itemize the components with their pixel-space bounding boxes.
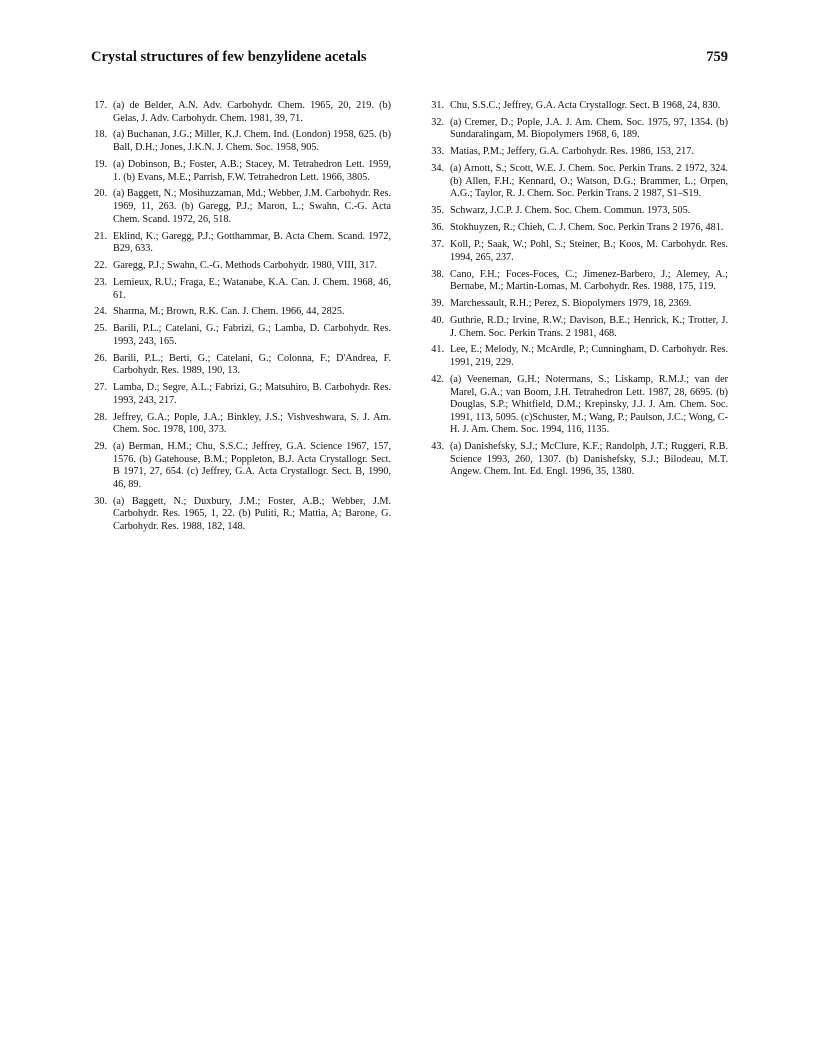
reference-item	[91, 412, 391, 437]
reference-number: 23.	[94, 276, 107, 288]
reference-number: 24.	[94, 306, 107, 318]
reference-text: Chu, S.S.C.; Jeffrey, G.A. Acta Crystallogr. Sect. B 1968, 24, 830.	[450, 100, 721, 111]
reference-number: 27.	[94, 382, 107, 394]
reference-number: 30.	[94, 495, 107, 507]
reference-number: 17.	[94, 100, 107, 111]
reference-text: Lemieux, R.U.; Fraga, E.; Watanabe, K.A. Can. J. Chem. 1968, 46, 61.	[113, 276, 391, 301]
references-right-column	[428, 100, 728, 483]
reference-number: 28.	[94, 411, 107, 423]
reference-text: Marchessault, R.H.; Perez, S. Biopolymers 1979, 18, 2369.	[450, 298, 692, 310]
reference-number: 40.	[431, 314, 444, 326]
reference-item	[428, 298, 728, 311]
reference-item	[428, 205, 728, 218]
reference-number: 25.	[94, 323, 107, 335]
running-title: Crystal structures of few benzylidene acetals	[91, 49, 367, 65]
reference-text: Schwarz, J.C.P. J. Chem. Soc. Chem. Commun. 1973, 505.	[450, 205, 691, 217]
reference-text: Guthrie, R.D.; Irvine, R.W.; Davison, B.E.; Henrick, K.; Trotter, J. J. Chem. Soc. Perkin Trans. 2 1981, 468.	[450, 314, 728, 339]
reference-number: 33.	[431, 146, 444, 158]
reference-number: 34.	[431, 163, 444, 175]
references-left-column	[91, 100, 391, 538]
reference-text: Jeffrey, G.A.; Pople, J.A.; Binkley, J.S.; Vishveshwara, S. J. Am. Chem. Soc. 1978, 100, 373.	[113, 411, 391, 436]
reference-item	[428, 222, 728, 235]
reference-text: Garegg, P.J.; Swahn, C.-G. Methods Carbohydr. 1980, VIII, 317.	[113, 260, 378, 272]
reference-text: Sharma, M.; Brown, R.K. Can. J. Chem. 1966, 44, 2825.	[113, 306, 345, 318]
reference-text: (a) Baggett, N.; Mosihuzzaman, Md.; Webber, J.M. Carbohydr. Res. 1969, 11, 263. (b) Garegg, P.J.; Maron, L.; Swahn, C.-G. Acta Chem. Scand. 1972, 26, 518.	[113, 188, 391, 225]
reference-item	[91, 231, 391, 256]
reference-item	[91, 323, 391, 348]
reference-item	[91, 382, 391, 407]
reference-item	[91, 129, 391, 154]
reference-text: (a) de Belder, A.N. Adv. Carbohydr. Chem. 1965, 20, 219. (b) Gelas, J. Adv. Carbohydr. Chem. 1981, 39, 71.	[113, 100, 391, 124]
reference-text: Koll, P.; Saak, W.; Pohl, S.; Steiner, B.; Koos, M. Carbohydr. Res. 1994, 265, 237.	[450, 239, 728, 263]
reference-text: (a) Danishefsky, S.J.; McClure, K.F.; Randolph, J.T.; Ruggeri, R.B. Science 1993, 260, 1307. (b) Danishefsky, S.J.; Bilodeau, M.T. Angew. Chem. Int. Ed. Engl. 1996, 35, 1380.	[450, 441, 728, 478]
reference-item	[91, 260, 391, 273]
reference-number: 42.	[431, 373, 444, 385]
reference-item	[428, 100, 728, 113]
reference-number: 37.	[431, 239, 444, 251]
reference-item	[428, 315, 728, 340]
reference-number: 43.	[431, 441, 444, 453]
reference-item	[428, 374, 728, 437]
reference-number: 41.	[431, 344, 444, 356]
reference-item	[428, 146, 728, 159]
page-number: 759	[706, 49, 728, 65]
reference-text: Barili, P.L.; Catelani, G.; Fabrizi, G.; Lamba, D. Carbohydr. Res. 1993, 243, 165.	[113, 323, 391, 347]
reference-item	[91, 188, 391, 226]
reference-number: 22.	[94, 260, 107, 272]
reference-text: Stokhuyzen, R.; Chieh, C. J. Chem. Soc. Perkin Trans 2 1976, 481.	[450, 222, 724, 234]
reference-item	[91, 441, 391, 491]
reference-item	[91, 306, 391, 319]
running-header	[91, 49, 728, 69]
reference-text: Cano, F.H.; Foces-Foces, C.; Jimenez-Barbero, J.; Alemey, A.; Bernabe, M.; Martin-Lomas, M. Carbohydr. Res. 1988, 175, 119.	[450, 268, 728, 293]
reference-text: Lee, E.; Melody, N.; McArdle, P.; Cunningham, D. Carbohydr. Res. 1991, 219, 229.	[450, 344, 728, 369]
reference-text: Lamba, D.; Segre, A.L.; Fabrizi, G.; Matsuhiro, B. Carbohydr. Res. 1993, 243, 217.	[113, 382, 391, 406]
reference-number: 36.	[431, 222, 444, 234]
reference-number: 38.	[431, 268, 444, 280]
reference-item	[91, 353, 391, 378]
reference-text: (a) Baggett, N.; Duxbury, J.M.; Foster, A.B.; Webber, J.M. Carbohydr. Res. 1965, 1, 22. (b) Puliti, R.; Mattia, A; Barone, G. Carbohydr. Res. 1988, 182, 148.	[113, 495, 391, 533]
reference-number: 35.	[431, 205, 444, 217]
reference-text: (a) Buchanan, J.G.; Miller, K.J. Chem. Ind. (London) 1958, 625. (b) Ball, D.H.; Jones, J.K.N. J. Chem. Soc. 1958, 905.	[113, 129, 391, 154]
reference-item	[428, 239, 728, 264]
reference-item	[428, 117, 728, 142]
reference-text: Matias, P.M.; Jeffery, G.A. Carbohydr. Res. 1986, 153, 217.	[450, 146, 694, 158]
reference-item	[428, 269, 728, 294]
reference-text: Eklind, K.; Garegg, P.J.; Gotthammar, B. Acta Chem. Scand. 1972, B29, 633.	[113, 230, 391, 255]
reference-item	[91, 277, 391, 302]
reference-number: 18.	[94, 129, 107, 141]
reference-item	[428, 344, 728, 369]
reference-number: 21.	[94, 230, 107, 242]
reference-item	[428, 163, 728, 201]
reference-number: 31.	[431, 100, 444, 111]
reference-text: (a) Veeneman, G.H.; Notermans, S.; Liskamp, R.M.J.; van der Marel, G.A.; van Boom, J.H. Tetrahedron Lett. 1987, 28, 6695. (b) Douglas, S.P.; Whitfield, D.M.; Krepinsky, J.J. J. Am. Chem. Soc. 1991, 113, 5095. (c)Schuster, M.; Wang, P.; Paulson, J.C.; Wong, C-H. J. Am. Chem. Soc. 1994, 116, 1135.	[450, 373, 728, 436]
reference-text: Barili, P.L.; Berti, G.; Catelani, G.; Colonna, F.; D'Andrea, F. Carbohydr. Res. 1989, 190, 13.	[113, 352, 391, 377]
reference-item	[91, 100, 391, 125]
reference-number: 29.	[94, 441, 107, 453]
reference-text: (a) Berman, H.M.; Chu, S.S.C.; Jeffrey, G.A. Science 1967, 157, 1576. (b) Gatehouse, B.M.; Poppleton, B.J. Acta Crystallogr. Sect. B 1971, 27, 654. (c) Jeffrey, G.A. Acta Crystallogr. Sect. B, 1990, 46, 89.	[113, 441, 391, 490]
reference-item	[428, 441, 728, 479]
reference-item	[91, 496, 391, 534]
reference-number: 20.	[94, 188, 107, 200]
reference-number: 26.	[94, 352, 107, 364]
reference-text: (a) Cremer, D.; Pople, J.A. J. Am. Chem. Soc. 1975, 97, 1354. (b) Sundaralingam, M. Biopolymers 1968, 6, 189.	[450, 116, 728, 141]
reference-item	[91, 159, 391, 184]
reference-text: (a) Dobinson, B.; Foster, A.B.; Stacey, M. Tetrahedron Lett. 1959, 1. (b) Evans, M.E.; Parrish, F.W. Tetrahedron Lett. 1966, 3805.	[113, 158, 391, 183]
reference-number: 32.	[431, 116, 444, 128]
reference-text: (a) Arnott, S.; Scott, W.E. J. Chem. Soc. Perkin Trans. 2 1972, 324. (b) Allen, F.H.; Kennard, O.; Watson, D.G.; Brammer, L.; Orpen, A.G.; Taylor, R. J. Chem. Soc. Perkin Trans. 2 1987, S1–S19.	[450, 163, 728, 200]
reference-number: 19.	[94, 158, 107, 170]
reference-number: 39.	[431, 298, 444, 310]
